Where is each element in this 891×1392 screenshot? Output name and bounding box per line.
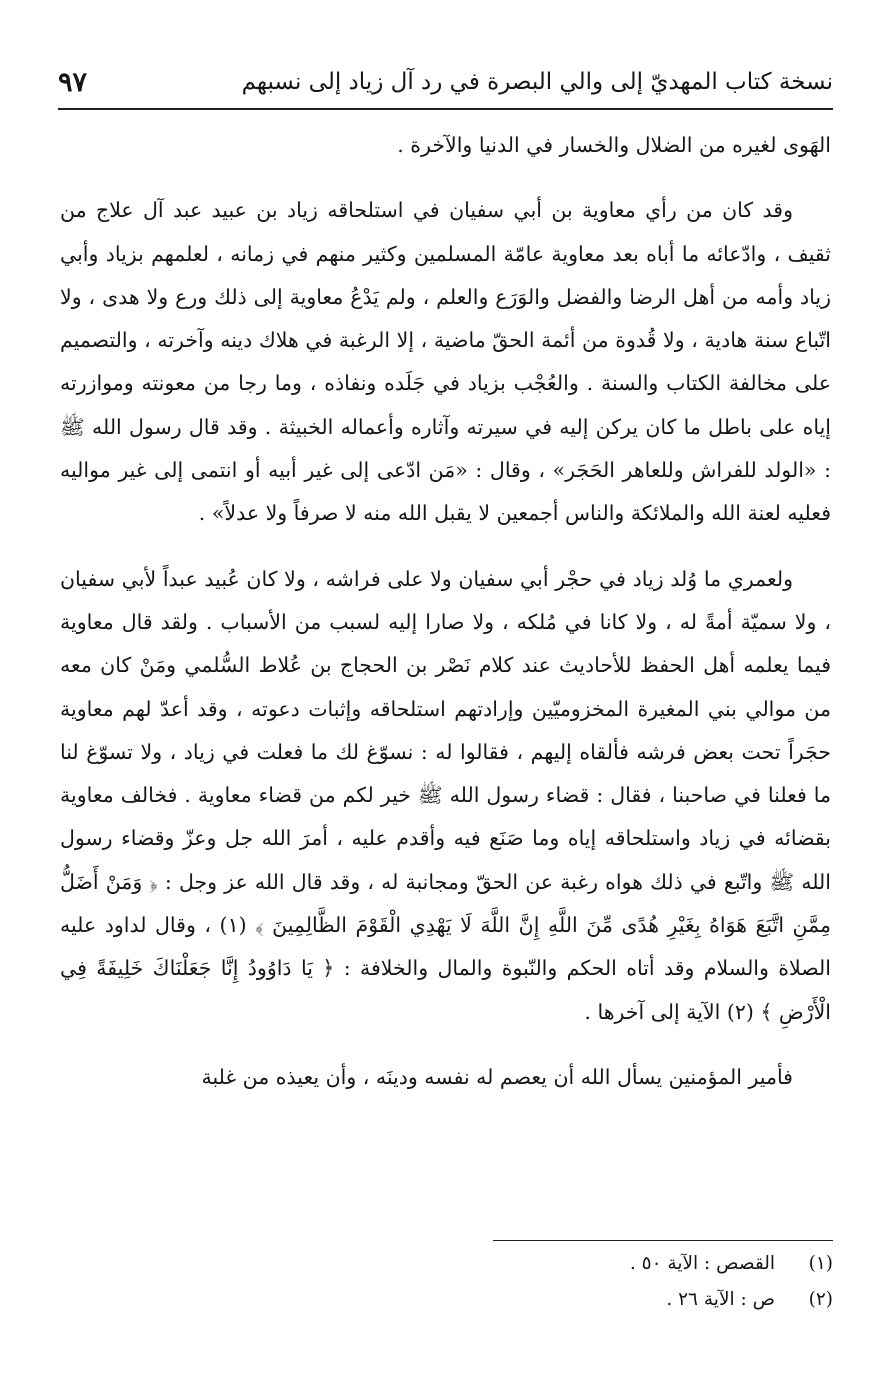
running-header (58, 62, 833, 102)
paragraph: وقد كان من رأي معاوية بن أبي سفيان في استلحاقه زياد بن عبيد عبد آل علاج من ثقيف ، وادّعائه ما أباه بعد معاوية عامّة المسلمين وكثير منهم في زمانه ، لعلمهم بزياد وأبي زياد وأمه من أهل الرضا والفضل والوَرَع والعلم ، ولم يَدْعُ معاوية إلى ذلك ورع ولا هدى ، ولا اتّباع سنة هادية ، ولا قُدوة من أئمة الحقّ ماضية ، إلا الرغبة في هلاك دينه وآخرته ، والتصميم على مخالفة الكتاب والسنة . والعُجْب بزياد في جَلَده ونفاذه ، وما رجا من معونته وموازرته إياه على باطل ما كان يركن إليه في سيرته وآثاره وأعماله الخبيثة . وقد قال رسول الله ﷺ : «الولد للفراش وللعاهر الحَجَر» ، وقال : «مَن ادّعى إلى غير أبيه أو انتمى إلى غير مواليه فعليه لعنة الله والملائكة والناس أجمعين لا يقبل الله منه لا صرفاً ولا عدلاً» . (60, 198, 831, 526)
footnote (58, 1282, 833, 1318)
footnote (58, 1246, 833, 1282)
main-text (60, 124, 831, 1099)
header-divider (58, 108, 833, 110)
footnote-text: ص : الآية ٢٦ . (666, 1289, 775, 1310)
footnotes (58, 1246, 833, 1318)
footnote-text: القصص : الآية ٥٠ . (629, 1253, 775, 1274)
footnote-number: (٢) (808, 1289, 833, 1310)
footnote-divider (493, 1240, 833, 1241)
header-title: نسخة كتاب المهديّ إلى والي البصرة في رد آل زياد إلى نسبهم (241, 68, 833, 95)
paragraph: ولعمري ما وُلد زياد في حجْر أبي سفيان ولا على فراشه ، ولا كان عُبيد عبداً لأبي سفيان ، ولا سميّة أمةً له ، ولا كانا في مُلكه ، ولا صارا إليه لسبب من الأسباب . ولقد قال معاوية فيما يعلمه أهل الحفظ للأحاديث عند كلام نَصْر بن الحجاج بن عُلاط السُّلمي ومَنْ كان معه من موالي بني المغيرة المخزوميّين وإرادتهم استلحاقه وإثبات دعوته ، وقد أعدّ لهم معاوية حجَراً تحت بعض فرشه فألقاه إليهم ، فقالوا له : نسوّغ لك ما فعلت في زياد ، ولا تسوّغ لنا ما فعلنا في صاحبنا ، فقال : قضاء رسول الله ﷺ خير لكم من قضاء معاوية . فخالف معاوية بقضائه في زياد واستلحاقه إياه وما صَنَع فيه وأقدم عليه ، أمرَ الله جل وعزّ وقضاء رسول الله ﷺ واتّبع في ذلك هواه رغبة عن الحقّ ومجانبة له ، وقد قال الله عز وجل : ﴿ وَمَنْ أَضَلُّ مِمَّنِ اتَّبَعَ هَوَاهُ بِغَيْرِ هُدًى مِّنَ اللَّهِ إِنَّ اللَّهَ لَا يَهْدِي الْقَوْمَ الظَّالِمِينَ ﴾ (١) ، وقال لداود عليه الصلاة والسلام وقد أتاه الحكم والنّبوة والمال والخلافة : ﴿ يَا دَاوُودُ إِنَّا جَعَلْنَاكَ خَلِيفَةً فِي الْأَرْضِ ﴾ (٢) الآية إلى آخرها . (60, 566, 831, 1024)
paragraph: فأمير المؤمنين يسأل الله أن يعصم له نفسه ودينَه ، وأن يعيذه من غلبة (201, 1064, 793, 1089)
paragraph-continuation: الهَوى لغيره من الضلال والخسار في الدنيا والآخرة . (397, 133, 831, 157)
page-number: ٩٧ (58, 66, 88, 98)
footnote-number: (١) (808, 1253, 833, 1274)
